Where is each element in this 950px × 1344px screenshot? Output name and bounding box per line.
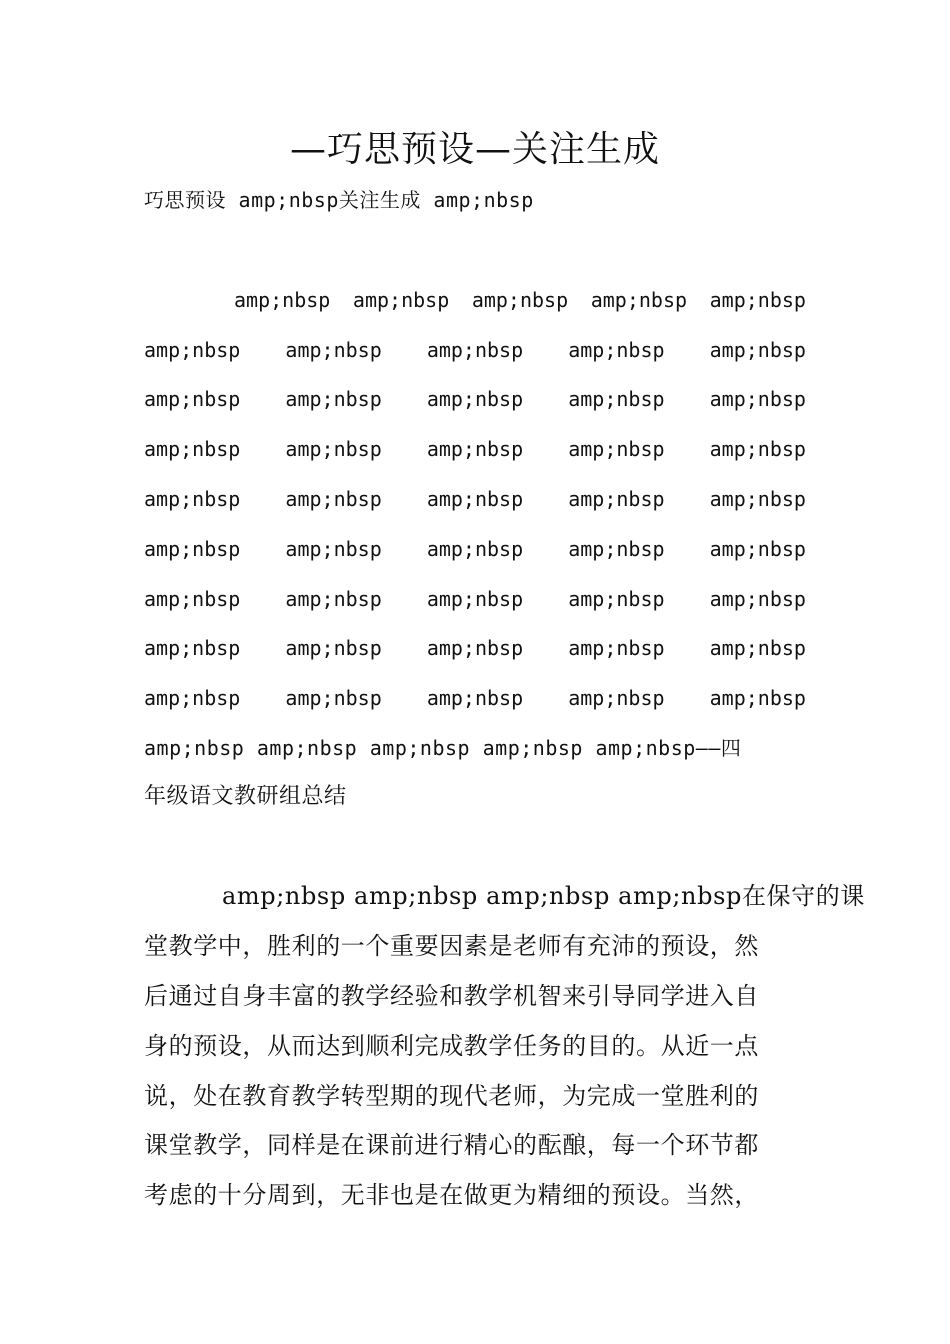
paragraph-line: 考虑的十分周到，无非也是在做更为精细的预设。当然，: [144, 1181, 759, 1209]
paragraph-line: amp;nbsp amp;nbsp amp;nbsp amp;nbsp在保守的课: [222, 882, 865, 910]
nbsp-token: amp;nbsp: [709, 636, 806, 660]
nbsp-token: amp;nbsp: [709, 387, 806, 411]
nbsp-grid-line: [144, 482, 806, 516]
nbsp-token: amp;nbsp: [426, 686, 524, 710]
nbsp-token: amp;nbsp: [352, 288, 450, 312]
nbsp-token: amp;nbsp: [709, 487, 806, 511]
nbsp-token: amp;nbsp: [568, 537, 665, 561]
nbsp-last-line: amp;nbsp amp;nbsp amp;nbsp amp;nbsp amp;nbsp——四: [144, 736, 742, 760]
nbsp-token: amp;nbsp: [144, 437, 241, 461]
paragraph-line: 身的预设，从而达到顺利完成教学任务的目的。从近一点: [144, 1032, 759, 1060]
nbsp-token: amp;nbsp: [471, 288, 569, 312]
nbsp-token: amp;nbsp: [144, 636, 241, 660]
nbsp-token: amp;nbsp: [568, 636, 665, 660]
nbsp-token: amp;nbsp: [426, 537, 524, 561]
nbsp-token: amp;nbsp: [709, 437, 806, 461]
nbsp-token: amp;nbsp: [144, 537, 241, 561]
nbsp-token: amp;nbsp: [285, 686, 382, 710]
nbsp-token: amp;nbsp: [568, 686, 665, 710]
nbsp-grid-line: [144, 382, 806, 416]
nbsp-token: amp;nbsp: [285, 338, 382, 362]
nbsp-token: amp;nbsp: [426, 487, 524, 511]
nbsp-token: amp;nbsp: [285, 537, 382, 561]
nbsp-token: amp;nbsp: [568, 487, 665, 511]
nbsp-first-line: [234, 283, 806, 317]
nbsp-token: amp;nbsp: [144, 587, 241, 611]
nbsp-token: amp;nbsp: [709, 686, 806, 710]
nbsp-token: amp;nbsp: [709, 288, 806, 312]
nbsp-token: amp;nbsp: [709, 338, 806, 362]
nbsp-grid-line: [144, 432, 806, 466]
nbsp-token: amp;nbsp: [234, 288, 331, 312]
document-title: —巧思预设—关注生成: [289, 129, 660, 170]
nbsp-token: amp;nbsp: [285, 437, 382, 461]
paragraph-line: 课堂教学，同样是在课前进行精心的酝酿，每一个环节都: [144, 1131, 759, 1159]
paragraph-line: 说，处在教育教学转型期的现代老师，为完成一堂胜利的: [144, 1082, 759, 1110]
nbsp-token: amp;nbsp: [568, 387, 665, 411]
nbsp-token: amp;nbsp: [709, 587, 806, 611]
nbsp-token: amp;nbsp: [144, 686, 241, 710]
nbsp-token: amp;nbsp: [568, 437, 665, 461]
nbsp-token: amp;nbsp: [426, 636, 524, 660]
nbsp-token: amp;nbsp: [144, 487, 241, 511]
paragraph-line: 堂教学中，胜利的一个重要因素是老师有充沛的预设，然: [144, 932, 759, 960]
paragraph-line: 后通过自身丰富的教学经验和教学机智来引导同学进入自: [144, 982, 759, 1010]
nbsp-token: amp;nbsp: [144, 387, 241, 411]
nbsp-token: amp;nbsp: [426, 437, 524, 461]
nbsp-token: amp;nbsp: [285, 387, 382, 411]
nbsp-grid-line: [144, 333, 806, 367]
nbsp-token: amp;nbsp: [590, 288, 688, 312]
nbsp-grid-line: [144, 681, 806, 715]
nbsp-token: amp;nbsp: [709, 537, 806, 561]
nbsp-grid-line: [144, 582, 806, 616]
nbsp-token: amp;nbsp: [285, 587, 382, 611]
nbsp-token: amp;nbsp: [426, 387, 524, 411]
nbsp-token: amp;nbsp: [568, 338, 665, 362]
nbsp-token: amp;nbsp: [144, 338, 241, 362]
nbsp-grid-line: [144, 532, 806, 566]
nbsp-token: amp;nbsp: [285, 636, 382, 660]
nbsp-token: amp;nbsp: [285, 487, 382, 511]
subtitle-line: 巧思预设 amp;nbsp关注生成 amp;nbsp: [144, 188, 534, 212]
attribution-line: 年级语文教研组总结: [144, 784, 347, 809]
nbsp-token: amp;nbsp: [426, 587, 524, 611]
nbsp-grid-line: [144, 631, 806, 665]
nbsp-token: amp;nbsp: [426, 338, 524, 362]
nbsp-token: amp;nbsp: [568, 587, 665, 611]
